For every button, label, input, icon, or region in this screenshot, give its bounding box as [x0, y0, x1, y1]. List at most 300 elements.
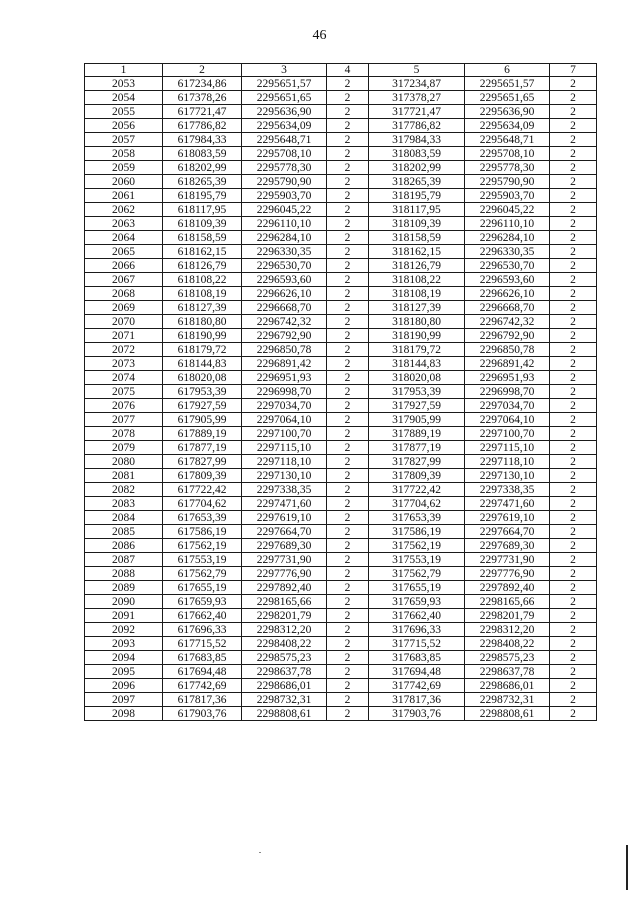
class-cell: 2 [550, 539, 597, 553]
y-coord-cell: 2298732,31 [242, 693, 327, 707]
table-row [85, 371, 597, 385]
table-row [85, 497, 597, 511]
y-coord-alt-cell: 2296530,70 [465, 259, 550, 273]
class-cell: 2 [550, 119, 597, 133]
accuracy-cell: 2 [327, 175, 369, 189]
x-coord-cell: 618127,39 [163, 301, 242, 315]
y-coord-alt-cell: 2296850,78 [465, 343, 550, 357]
y-coord-alt-cell: 2295634,09 [465, 119, 550, 133]
x-coord-alt-cell: 318180,80 [369, 315, 465, 329]
class-cell: 2 [550, 245, 597, 259]
x-coord-alt-cell: 318202,99 [369, 161, 465, 175]
class-cell: 2 [550, 231, 597, 245]
point-number-cell: 2057 [85, 133, 163, 147]
accuracy-cell: 2 [327, 427, 369, 441]
x-coord-cell: 617927,59 [163, 399, 242, 413]
y-coord-alt-cell: 2296951,93 [465, 371, 550, 385]
point-number-cell: 2062 [85, 203, 163, 217]
y-coord-alt-cell: 2296668,70 [465, 301, 550, 315]
class-cell: 2 [550, 693, 597, 707]
y-coord-alt-cell: 2295790,90 [465, 175, 550, 189]
table-row [85, 273, 597, 287]
table-row [85, 231, 597, 245]
table-row [85, 651, 597, 665]
accuracy-cell: 2 [327, 595, 369, 609]
accuracy-cell: 2 [327, 217, 369, 231]
x-coord-alt-cell: 318179,72 [369, 343, 465, 357]
y-coord-cell: 2297338,35 [242, 483, 327, 497]
x-coord-alt-cell: 318127,39 [369, 301, 465, 315]
y-coord-cell: 2298686,01 [242, 679, 327, 693]
column-header-1: 1 [85, 64, 163, 77]
y-coord-alt-cell: 2297689,30 [465, 539, 550, 553]
x-coord-cell: 617827,99 [163, 455, 242, 469]
x-coord-cell: 618108,22 [163, 273, 242, 287]
accuracy-cell: 2 [327, 189, 369, 203]
point-number-cell: 2093 [85, 637, 163, 651]
x-coord-alt-cell: 318190,99 [369, 329, 465, 343]
table-row [85, 217, 597, 231]
accuracy-cell: 2 [327, 623, 369, 637]
point-number-cell: 2089 [85, 581, 163, 595]
point-number-cell: 2076 [85, 399, 163, 413]
y-coord-cell: 2297100,70 [242, 427, 327, 441]
accuracy-cell: 2 [327, 287, 369, 301]
x-coord-cell: 618126,79 [163, 259, 242, 273]
x-coord-cell: 617715,52 [163, 637, 242, 651]
x-coord-cell: 617562,79 [163, 567, 242, 581]
point-number-cell: 2095 [85, 665, 163, 679]
accuracy-cell: 2 [327, 693, 369, 707]
point-number-cell: 2082 [85, 483, 163, 497]
y-coord-cell: 2297130,10 [242, 469, 327, 483]
table-row [85, 175, 597, 189]
point-number-cell: 2094 [85, 651, 163, 665]
table-row [85, 455, 597, 469]
class-cell: 2 [550, 385, 597, 399]
accuracy-cell: 2 [327, 679, 369, 693]
accuracy-cell: 2 [327, 231, 369, 245]
y-coord-cell: 2296045,22 [242, 203, 327, 217]
accuracy-cell: 2 [327, 651, 369, 665]
x-coord-alt-cell: 318117,95 [369, 203, 465, 217]
point-number-cell: 2097 [85, 693, 163, 707]
class-cell: 2 [550, 175, 597, 189]
y-coord-alt-cell: 2296110,10 [465, 217, 550, 231]
x-coord-cell: 617694,48 [163, 665, 242, 679]
class-cell: 2 [550, 427, 597, 441]
y-coord-cell: 2297471,60 [242, 497, 327, 511]
table-row [85, 91, 597, 105]
x-coord-cell: 618195,79 [163, 189, 242, 203]
y-coord-alt-cell: 2296891,42 [465, 357, 550, 371]
class-cell: 2 [550, 301, 597, 315]
accuracy-cell: 2 [327, 105, 369, 119]
y-coord-alt-cell: 2297731,90 [465, 553, 550, 567]
y-coord-cell: 2298408,22 [242, 637, 327, 651]
x-coord-cell: 618020,08 [163, 371, 242, 385]
y-coord-cell: 2296110,10 [242, 217, 327, 231]
y-coord-cell: 2296668,70 [242, 301, 327, 315]
y-coord-cell: 2295636,90 [242, 105, 327, 119]
y-coord-alt-cell: 2297100,70 [465, 427, 550, 441]
accuracy-cell: 2 [327, 273, 369, 287]
x-coord-alt-cell: 317809,39 [369, 469, 465, 483]
point-number-cell: 2055 [85, 105, 163, 119]
table-row [85, 287, 597, 301]
x-coord-alt-cell: 317704,62 [369, 497, 465, 511]
accuracy-cell: 2 [327, 259, 369, 273]
y-coord-alt-cell: 2297619,10 [465, 511, 550, 525]
accuracy-cell: 2 [327, 343, 369, 357]
y-coord-alt-cell: 2295636,90 [465, 105, 550, 119]
x-coord-alt-cell: 317889,19 [369, 427, 465, 441]
table-row [85, 105, 597, 119]
y-coord-cell: 2297064,10 [242, 413, 327, 427]
y-coord-cell: 2298808,61 [242, 707, 327, 721]
point-number-cell: 2090 [85, 595, 163, 609]
x-coord-cell: 617662,40 [163, 609, 242, 623]
x-coord-cell: 617553,19 [163, 553, 242, 567]
x-coord-alt-cell: 317722,42 [369, 483, 465, 497]
y-coord-alt-cell: 2298408,22 [465, 637, 550, 651]
table-row [85, 595, 597, 609]
point-number-cell: 2066 [85, 259, 163, 273]
point-number-cell: 2065 [85, 245, 163, 259]
point-number-cell: 2074 [85, 371, 163, 385]
y-coord-cell: 2296951,93 [242, 371, 327, 385]
y-coord-cell: 2296891,42 [242, 357, 327, 371]
point-number-cell: 2077 [85, 413, 163, 427]
y-coord-alt-cell: 2295708,10 [465, 147, 550, 161]
y-coord-alt-cell: 2298165,66 [465, 595, 550, 609]
table-row [85, 301, 597, 315]
y-coord-alt-cell: 2297892,40 [465, 581, 550, 595]
y-coord-cell: 2295648,71 [242, 133, 327, 147]
point-number-cell: 2072 [85, 343, 163, 357]
x-coord-alt-cell: 317742,69 [369, 679, 465, 693]
table-row [85, 553, 597, 567]
point-number-cell: 2058 [85, 147, 163, 161]
table-header-row [85, 64, 597, 77]
y-coord-alt-cell: 2297338,35 [465, 483, 550, 497]
class-cell: 2 [550, 441, 597, 455]
y-coord-cell: 2297892,40 [242, 581, 327, 595]
accuracy-cell: 2 [327, 413, 369, 427]
y-coord-cell: 2297689,30 [242, 539, 327, 553]
point-number-cell: 2073 [85, 357, 163, 371]
x-coord-alt-cell: 318083,59 [369, 147, 465, 161]
x-coord-cell: 618108,19 [163, 287, 242, 301]
y-coord-cell: 2295651,57 [242, 77, 327, 91]
x-coord-cell: 618202,99 [163, 161, 242, 175]
page-number: 46 [312, 28, 327, 43]
accuracy-cell: 2 [327, 245, 369, 259]
accuracy-cell: 2 [327, 511, 369, 525]
table-row [85, 581, 597, 595]
table-row [85, 329, 597, 343]
y-coord-alt-cell: 2296045,22 [465, 203, 550, 217]
table-row [85, 679, 597, 693]
accuracy-cell: 2 [327, 441, 369, 455]
y-coord-alt-cell: 2297034,70 [465, 399, 550, 413]
y-coord-cell: 2296593,60 [242, 273, 327, 287]
table-row [85, 623, 597, 637]
point-number-cell: 2087 [85, 553, 163, 567]
accuracy-cell: 2 [327, 147, 369, 161]
accuracy-cell: 2 [327, 455, 369, 469]
x-coord-alt-cell: 317984,33 [369, 133, 465, 147]
x-coord-alt-cell: 318158,59 [369, 231, 465, 245]
table-row [85, 315, 597, 329]
x-coord-alt-cell: 317655,19 [369, 581, 465, 595]
x-coord-cell: 617721,47 [163, 105, 242, 119]
point-number-cell: 2084 [85, 511, 163, 525]
x-coord-alt-cell: 317553,19 [369, 553, 465, 567]
accuracy-cell: 2 [327, 315, 369, 329]
class-cell: 2 [550, 567, 597, 581]
class-cell: 2 [550, 413, 597, 427]
class-cell: 2 [550, 105, 597, 119]
accuracy-cell: 2 [327, 329, 369, 343]
table-row [85, 259, 597, 273]
x-coord-cell: 618180,80 [163, 315, 242, 329]
x-coord-alt-cell: 317905,99 [369, 413, 465, 427]
point-number-cell: 2086 [85, 539, 163, 553]
x-coord-cell: 618179,72 [163, 343, 242, 357]
accuracy-cell: 2 [327, 567, 369, 581]
column-header-4: 4 [327, 64, 369, 77]
accuracy-cell: 2 [327, 119, 369, 133]
class-cell: 2 [550, 707, 597, 721]
y-coord-alt-cell: 2297130,10 [465, 469, 550, 483]
point-number-cell: 2056 [85, 119, 163, 133]
point-number-cell: 2059 [85, 161, 163, 175]
table-row [85, 441, 597, 455]
x-coord-alt-cell: 318109,39 [369, 217, 465, 231]
x-coord-alt-cell: 317562,19 [369, 539, 465, 553]
accuracy-cell: 2 [327, 525, 369, 539]
class-cell: 2 [550, 609, 597, 623]
column-header-7: 7 [550, 64, 597, 77]
table-row [85, 133, 597, 147]
y-coord-cell: 2295634,09 [242, 119, 327, 133]
y-coord-cell: 2298312,20 [242, 623, 327, 637]
table-row [85, 385, 597, 399]
y-coord-alt-cell: 2298808,61 [465, 707, 550, 721]
x-coord-alt-cell: 317586,19 [369, 525, 465, 539]
x-coord-alt-cell: 317817,36 [369, 693, 465, 707]
x-coord-cell: 618083,59 [163, 147, 242, 161]
x-coord-cell: 618109,39 [163, 217, 242, 231]
class-cell: 2 [550, 665, 597, 679]
point-number-cell: 2069 [85, 301, 163, 315]
y-coord-alt-cell: 2296626,10 [465, 287, 550, 301]
class-cell: 2 [550, 259, 597, 273]
class-cell: 2 [550, 371, 597, 385]
class-cell: 2 [550, 511, 597, 525]
x-coord-alt-cell: 317234,87 [369, 77, 465, 91]
table-row [85, 357, 597, 371]
table-row [85, 413, 597, 427]
y-coord-cell: 2295708,10 [242, 147, 327, 161]
x-coord-cell: 617905,99 [163, 413, 242, 427]
class-cell: 2 [550, 497, 597, 511]
x-coord-alt-cell: 318265,39 [369, 175, 465, 189]
class-cell: 2 [550, 315, 597, 329]
point-number-cell: 2092 [85, 623, 163, 637]
x-coord-cell: 617655,19 [163, 581, 242, 595]
x-coord-alt-cell: 317659,93 [369, 595, 465, 609]
table-row [85, 637, 597, 651]
y-coord-cell: 2297118,10 [242, 455, 327, 469]
class-cell: 2 [550, 623, 597, 637]
x-coord-alt-cell: 318195,79 [369, 189, 465, 203]
y-coord-alt-cell: 2295648,71 [465, 133, 550, 147]
accuracy-cell: 2 [327, 665, 369, 679]
class-cell: 2 [550, 469, 597, 483]
column-header-5: 5 [369, 64, 465, 77]
point-number-cell: 2060 [85, 175, 163, 189]
accuracy-cell: 2 [327, 385, 369, 399]
x-coord-cell: 618265,39 [163, 175, 242, 189]
class-cell: 2 [550, 217, 597, 231]
x-coord-cell: 617653,39 [163, 511, 242, 525]
point-number-cell: 2080 [85, 455, 163, 469]
x-coord-cell: 618162,15 [163, 245, 242, 259]
y-coord-alt-cell: 2298312,20 [465, 623, 550, 637]
y-coord-cell: 2297034,70 [242, 399, 327, 413]
table-body [85, 77, 597, 721]
y-coord-alt-cell: 2297776,90 [465, 567, 550, 581]
point-number-cell: 2096 [85, 679, 163, 693]
table-row [85, 77, 597, 91]
accuracy-cell: 2 [327, 203, 369, 217]
y-coord-alt-cell: 2297664,70 [465, 525, 550, 539]
x-coord-alt-cell: 317683,85 [369, 651, 465, 665]
column-header-2: 2 [163, 64, 242, 77]
point-number-cell: 2061 [85, 189, 163, 203]
x-coord-alt-cell: 317562,79 [369, 567, 465, 581]
x-coord-cell: 617378,26 [163, 91, 242, 105]
class-cell: 2 [550, 595, 597, 609]
point-number-cell: 2091 [85, 609, 163, 623]
class-cell: 2 [550, 329, 597, 343]
point-number-cell: 2085 [85, 525, 163, 539]
y-coord-cell: 2296850,78 [242, 343, 327, 357]
accuracy-cell: 2 [327, 133, 369, 147]
x-coord-cell: 617659,93 [163, 595, 242, 609]
y-coord-cell: 2296998,70 [242, 385, 327, 399]
y-coord-alt-cell: 2296998,70 [465, 385, 550, 399]
table-row [85, 147, 597, 161]
point-number-cell: 2075 [85, 385, 163, 399]
class-cell: 2 [550, 637, 597, 651]
class-cell: 2 [550, 455, 597, 469]
y-coord-alt-cell: 2297471,60 [465, 497, 550, 511]
x-coord-cell: 617742,69 [163, 679, 242, 693]
point-number-cell: 2063 [85, 217, 163, 231]
x-coord-cell: 617809,39 [163, 469, 242, 483]
x-coord-alt-cell: 317877,19 [369, 441, 465, 455]
accuracy-cell: 2 [327, 161, 369, 175]
x-coord-cell: 618144,83 [163, 357, 242, 371]
x-coord-cell: 617877,19 [163, 441, 242, 455]
x-coord-cell: 617234,86 [163, 77, 242, 91]
y-coord-cell: 2298201,79 [242, 609, 327, 623]
y-coord-cell: 2295903,70 [242, 189, 327, 203]
coordinates-table [84, 63, 597, 721]
class-cell: 2 [550, 189, 597, 203]
point-number-cell: 2088 [85, 567, 163, 581]
table-row [85, 189, 597, 203]
x-coord-alt-cell: 317694,48 [369, 665, 465, 679]
point-number-cell: 2079 [85, 441, 163, 455]
table-row [85, 567, 597, 581]
x-coord-cell: 617953,39 [163, 385, 242, 399]
accuracy-cell: 2 [327, 637, 369, 651]
table-row [85, 539, 597, 553]
point-number-cell: 2054 [85, 91, 163, 105]
x-coord-cell: 617984,33 [163, 133, 242, 147]
y-coord-alt-cell: 2295651,65 [465, 91, 550, 105]
x-coord-alt-cell: 317721,47 [369, 105, 465, 119]
y-coord-alt-cell: 2298575,23 [465, 651, 550, 665]
table-row [85, 203, 597, 217]
x-coord-cell: 618117,95 [163, 203, 242, 217]
class-cell: 2 [550, 679, 597, 693]
point-number-cell: 2070 [85, 315, 163, 329]
table-row [85, 665, 597, 679]
x-coord-cell: 617903,76 [163, 707, 242, 721]
point-number-cell: 2078 [85, 427, 163, 441]
x-coord-cell: 617704,62 [163, 497, 242, 511]
point-number-cell: 2081 [85, 469, 163, 483]
point-number-cell: 2068 [85, 287, 163, 301]
table-row [85, 399, 597, 413]
y-coord-cell: 2296742,32 [242, 315, 327, 329]
point-number-cell: 2064 [85, 231, 163, 245]
x-coord-alt-cell: 317378,27 [369, 91, 465, 105]
table-row [85, 469, 597, 483]
column-header-3: 3 [242, 64, 327, 77]
x-coord-alt-cell: 318108,19 [369, 287, 465, 301]
x-coord-cell: 617786,82 [163, 119, 242, 133]
x-coord-cell: 617562,19 [163, 539, 242, 553]
class-cell: 2 [550, 287, 597, 301]
x-coord-alt-cell: 317696,33 [369, 623, 465, 637]
accuracy-cell: 2 [327, 91, 369, 105]
x-coord-cell: 618158,59 [163, 231, 242, 245]
y-coord-alt-cell: 2296792,90 [465, 329, 550, 343]
y-coord-cell: 2297619,10 [242, 511, 327, 525]
x-coord-alt-cell: 318020,08 [369, 371, 465, 385]
class-cell: 2 [550, 77, 597, 91]
table-row [85, 525, 597, 539]
y-coord-alt-cell: 2298732,31 [465, 693, 550, 707]
y-coord-alt-cell: 2295903,70 [465, 189, 550, 203]
class-cell: 2 [550, 273, 597, 287]
class-cell: 2 [550, 133, 597, 147]
y-coord-alt-cell: 2296742,32 [465, 315, 550, 329]
accuracy-cell: 2 [327, 77, 369, 91]
class-cell: 2 [550, 581, 597, 595]
x-coord-alt-cell: 317903,76 [369, 707, 465, 721]
accuracy-cell: 2 [327, 553, 369, 567]
accuracy-cell: 2 [327, 609, 369, 623]
point-number-cell: 2083 [85, 497, 163, 511]
x-coord-alt-cell: 317786,82 [369, 119, 465, 133]
